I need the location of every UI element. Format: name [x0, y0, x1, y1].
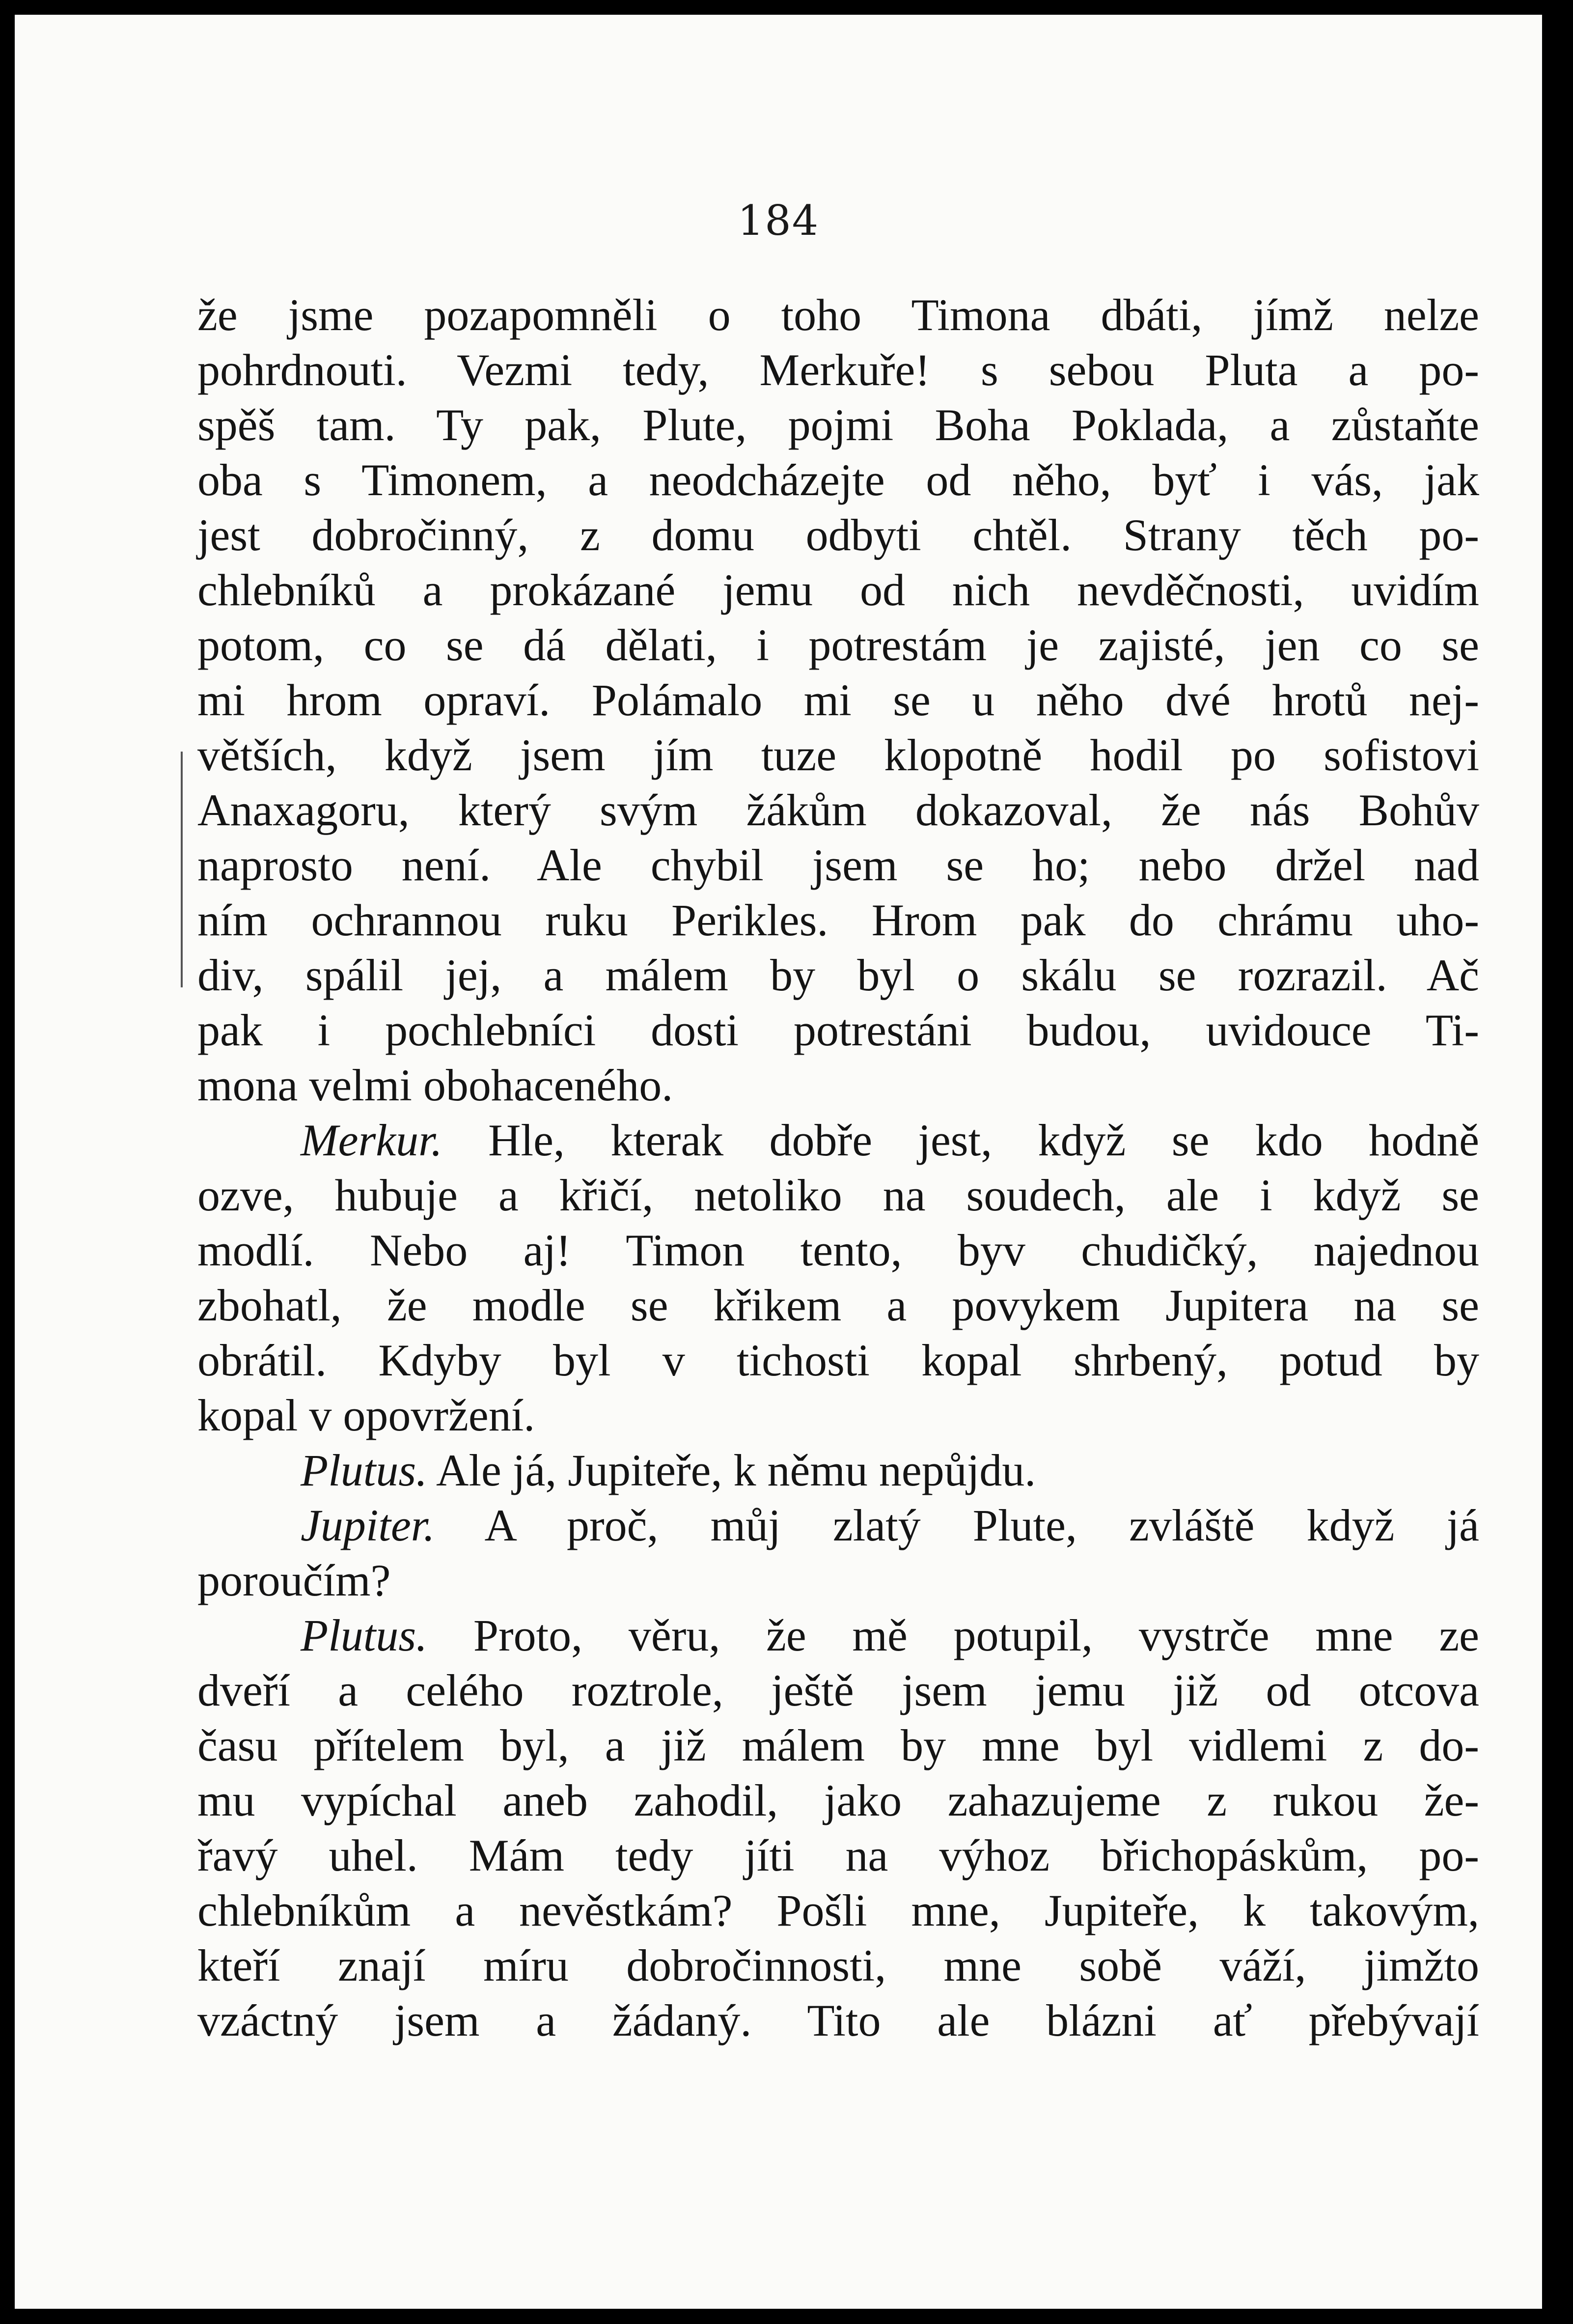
margin-pencil-mark: [181, 752, 183, 987]
dialogue-line: [197, 1498, 1479, 1553]
speaker-name: Jupiter.: [301, 1500, 435, 1550]
text-line: mona velmi obohaceného.: [197, 1060, 673, 1110]
text-line: potom, co se dá dělati, i potrestám je zajisté, jen co se: [197, 620, 1479, 670]
text-line: mu vypíchal aneb zahodil, jako zahazujeme z rukou že-: [197, 1775, 1479, 1825]
speaker-name: Merkur.: [301, 1115, 442, 1165]
text-line: vzáctný jsem a žádaný. Tito ale blázni ať přebývají: [197, 1995, 1479, 2045]
text-line: pohrdnouti. Vezmi tedy, Merkuře! s sebou Pluta a po-: [197, 345, 1479, 395]
dialogue-text: Proto, věru, že mě potupil, vystrče mne ze: [427, 1610, 1479, 1660]
text-line: pak i pochlebníci dosti potrestáni budou, uvidouce Ti-: [197, 1005, 1479, 1055]
dialogue-text: Ale já, Jupiteře, k němu nepůjdu.: [427, 1445, 1036, 1495]
text-line: obrátil. Kdyby byl v tichosti kopal shrbený, potud by: [197, 1335, 1479, 1385]
text-line: dveří a celého roztrole, ještě jsem jemu již od otcova: [197, 1665, 1479, 1715]
dialogue-line: [197, 1113, 1479, 1168]
text-line: času přítelem byl, a již málem by mne byl vidlemi z do-: [197, 1720, 1479, 1770]
text-line: ním ochrannou ruku Perikles. Hrom pak do chrámu uho-: [197, 895, 1479, 945]
book-page: [15, 15, 1542, 2309]
text-line: kteří znají míru dobročinnosti, mne sobě váží, jimžto: [197, 1940, 1479, 1990]
text-line: spěš tam. Ty pak, Plute, pojmi Boha Poklada, a zůstaňte: [197, 400, 1479, 450]
dialogue-line: [197, 1443, 1479, 1498]
text-line: jest dobročinný, z domu odbyti chtěl. Strany těch po-: [197, 510, 1479, 560]
body-text: [197, 287, 1479, 2048]
text-line: mi hrom opraví. Polámalo mi se u něho dvé hrotů nej-: [197, 675, 1479, 725]
text-line: poroučím?: [197, 1555, 391, 1605]
dialogue-line: [197, 1608, 1479, 1663]
page-number: 184: [737, 196, 820, 245]
text-line: kopal v opovržení.: [197, 1390, 535, 1440]
text-line: oba s Timonem, a neodcházejte od něho, byť i vás, jak: [197, 455, 1479, 505]
text-line: naprosto není. Ale chybil jsem se ho; nebo držel nad: [197, 840, 1479, 890]
text-line: chlebníků a prokázané jemu od nich nevděčnosti, uvidím: [197, 565, 1479, 615]
text-line: modlí. Nebo aj! Timon tento, byv chudičký, najednou: [197, 1225, 1479, 1275]
text-line: Anaxagoru, který svým žákům dokazoval, že nás Bohův: [197, 785, 1479, 835]
text-line: ozve, hubuje a křičí, netoliko na soudech, ale i když se: [197, 1170, 1479, 1220]
text-line: zbohatl, že modle se křikem a povykem Jupitera na se: [197, 1280, 1479, 1330]
dialogue-text: Hle, kterak dobře jest, když se kdo hodně: [442, 1115, 1479, 1165]
dialogue-text: A proč, můj zlatý Plute, zvláště když já: [435, 1500, 1479, 1550]
speaker-name: Plutus.: [301, 1445, 428, 1495]
speaker-name: Plutus.: [301, 1610, 428, 1660]
text-line: div, spálil jej, a málem by byl o skálu se rozrazil. Ač: [197, 950, 1479, 1000]
text-line: větších, když jsem jím tuze klopotně hodil po sofistovi: [197, 730, 1479, 780]
text-line: chlebníkům a nevěstkám? Pošli mne, Jupiteře, k takovým,: [197, 1885, 1479, 1935]
text-line: řavý uhel. Mám tedy jíti na výhoz břichopáskům, po-: [197, 1830, 1479, 1880]
text-line: že jsme pozapomněli o toho Timona dbáti, jímž nelze: [197, 290, 1479, 340]
